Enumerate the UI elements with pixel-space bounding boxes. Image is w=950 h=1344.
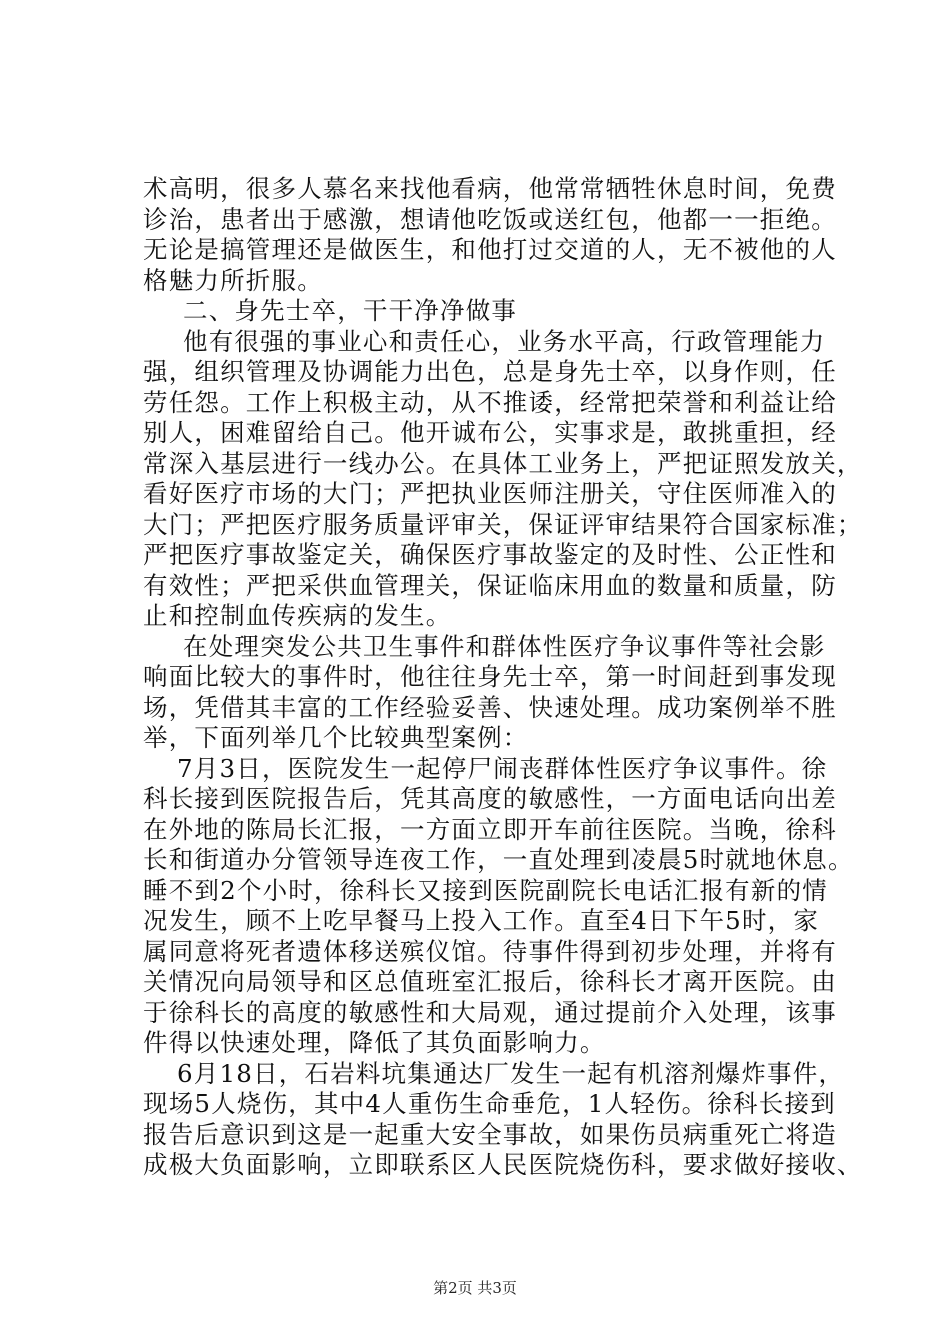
text-line: 强，组织管理及协调能力出色，总是身先士卒，以身作则，任 [143,357,837,386]
text-line: 成极大负面影响，立即联系区人民医院烧伤科，要求做好接收、 [143,1150,863,1179]
text-line: 于徐科长的高度的敏感性和大局观，通过提前介入处理，该事 [143,997,837,1027]
text-line: 无论是搞管理还是做医生，和他打过交道的人，无不被他的人 [143,235,837,264]
text-line: 长和街道办分管领导连夜工作，一直处理到凌晨5时就地休息。 [143,845,854,874]
page-number-footer: 第2页 共3页 [433,1279,517,1297]
text-line: 件得以快速处理，降低了其负面影响力。 [143,1028,606,1057]
text-line: 报告后意识到这是一起重大安全事故，如果伤员病重死亡将造 [143,1119,837,1149]
text-line: 格魅力所折服。 [143,265,323,295]
text-line: 6月18日，石岩料坑集通达厂发生一起有机溶剂爆炸事件， [177,1058,845,1088]
document-body [143,174,863,1181]
text-line: 劳任怨。工作上积极主动，从不推诿，经常把荣誉和利益让给 [143,387,837,417]
text-line: 响面比较大的事件时，他往往身先士卒，第一时间赶到事发现 [143,662,837,691]
text-line: 科长接到医院报告后，凭其高度的敏感性，一方面电话向出差 [143,784,837,813]
text-line: 在处理突发公共卫生事件和群体性医疗争议事件等社会影 [183,631,826,661]
text-line: 属同意将死者遗体移送殡仪馆。待事件得到初步处理，并将有 [143,936,837,966]
text-line: 况发生，顾不上吃早餐马上投入工作。直至4日下午5时，家 [143,906,820,935]
text-line: 诊治，患者出于感激，想请他吃饭或送红包，他都一一拒绝。 [143,204,837,234]
section-heading: 二、身先士卒，干干净净做事 [183,296,518,325]
text-line: 常深入基层进行一线办公。在具体工业务上，严把证照发放关， [143,448,863,478]
text-line: 睡不到2个小时，徐科长又接到医院副院长电话汇报有新的情 [143,875,828,905]
text-line: 7月3日，医院发生一起停尸闹丧群体性医疗争议事件。徐 [177,753,828,783]
text-line: 大门；严把医疗服务质量评审关，保证评审结果符合国家标准； [143,509,863,539]
text-line: 看好医疗市场的大门；严把执业医师注册关，守住医师准入的 [143,479,837,508]
text-line: 他有很强的事业心和责任心，业务水平高，行政管理能力 [183,326,826,356]
text-line: 在外地的陈局长汇报，一方面立即开车前往医院。当晚，徐科 [143,814,837,844]
text-line: 别人，困难留给自己。他开诚布公，实事求是，敢挑重担，经 [143,418,837,447]
text-line: 现场5人烧伤，其中4人重伤生命垂危，1人轻伤。徐科长接到 [143,1089,836,1118]
text-line: 术高明，很多人慕名来找他看病，他常常牺牲休息时间，免费 [143,174,837,203]
text-line: 有效性；严把采供血管理关，保证临床用血的数量和质量，防 [143,570,837,600]
text-line: 止和控制血传疾病的发生。 [143,601,452,630]
text-line: 关情况向局领导和区总值班室汇报后，徐科长才离开医院。由 [143,967,837,996]
text-line: 举，下面列举几个比较典型案例： [143,723,529,752]
text-line: 严把医疗事故鉴定关，确保医疗事故鉴定的及时性、公正性和 [143,540,837,569]
text-line: 场，凭借其丰富的工作经验妥善、快速处理。成功案例举不胜 [143,692,837,722]
